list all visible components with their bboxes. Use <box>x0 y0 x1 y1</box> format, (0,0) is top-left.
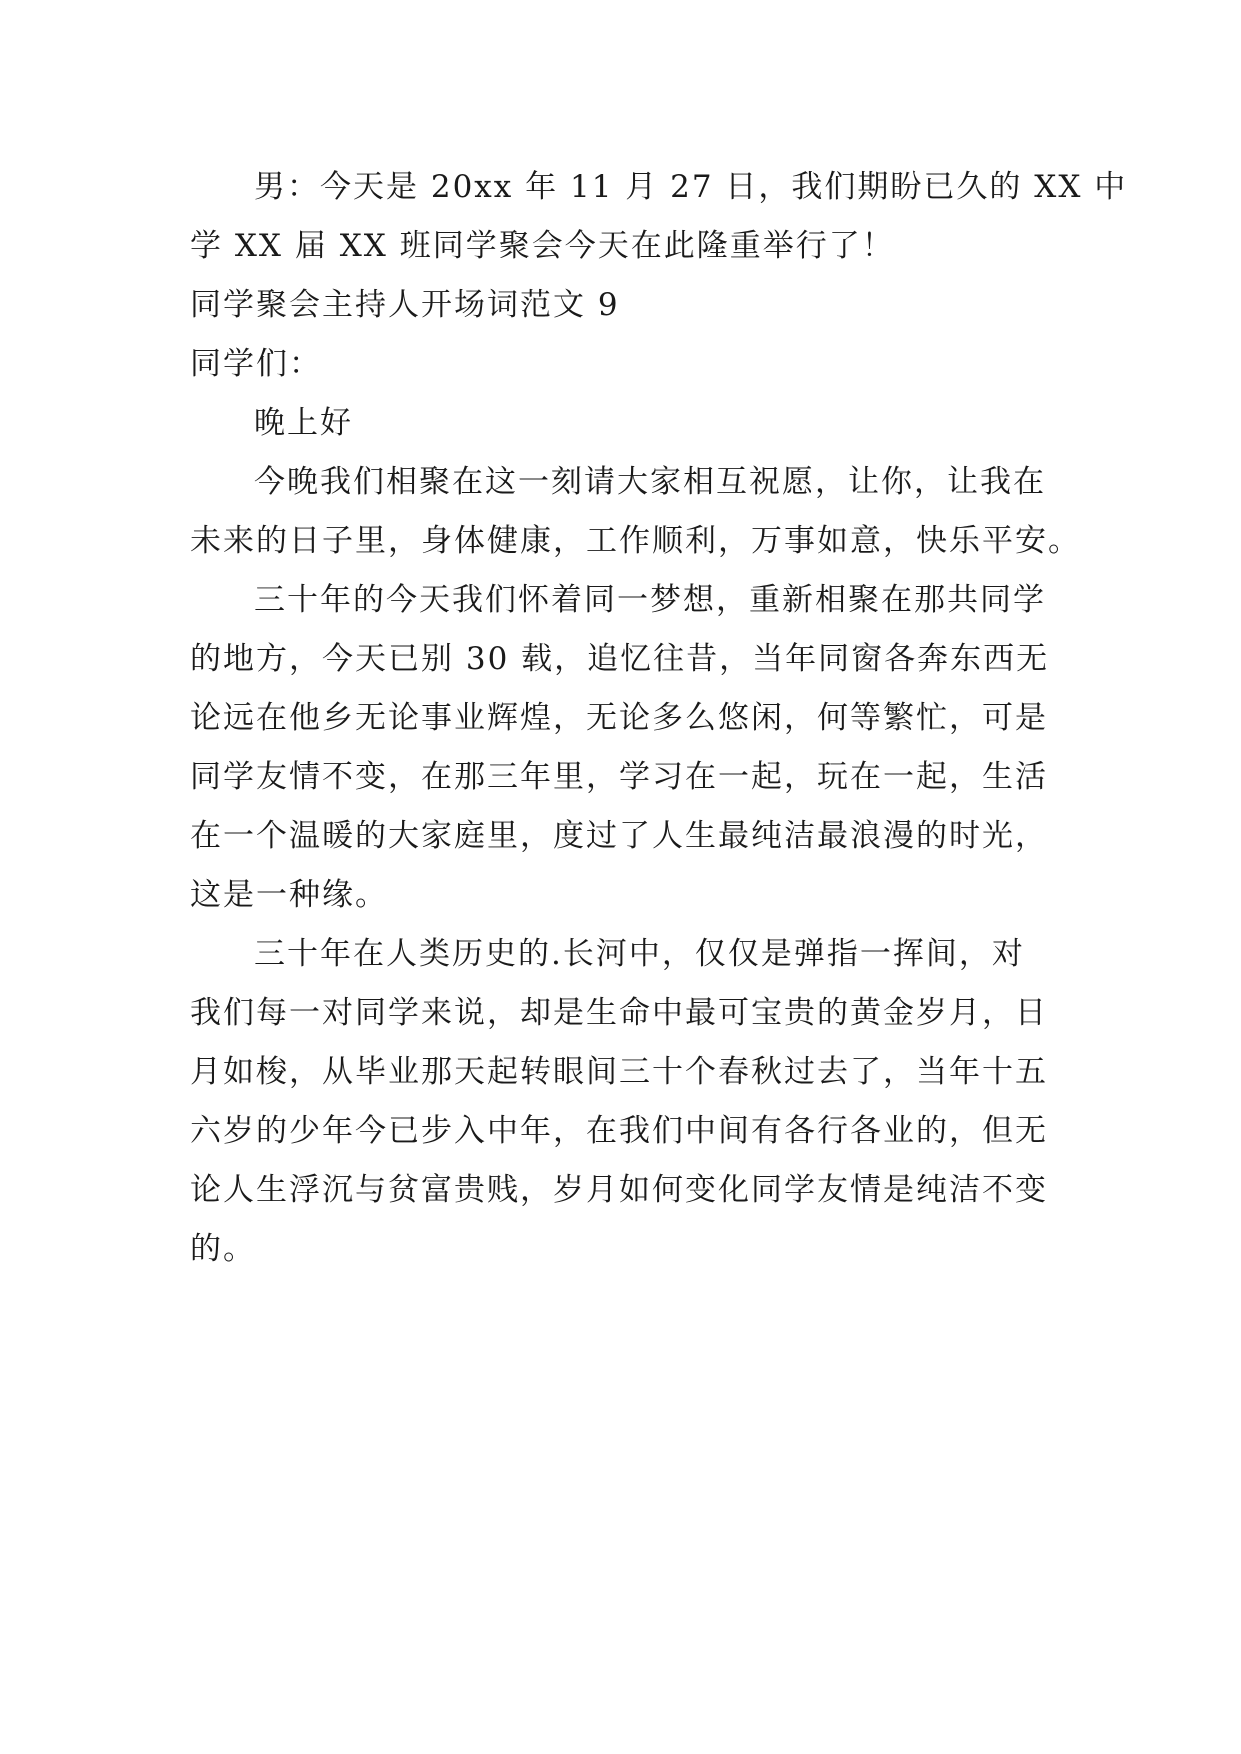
text-line: 三十年在人类历史的.长河中，仅仅是弹指一挥间，对 <box>254 936 1025 972</box>
text-line: 六岁的少年今已步入中年，在我们中间有各行各业的，但无 <box>190 1113 1048 1149</box>
salutation: 同学们： <box>190 346 322 382</box>
document-body <box>190 158 1128 1279</box>
text-line: 论人生浮沉与贫富贵贱，岁月如何变化同学友情是纯洁不变 <box>190 1172 1048 1208</box>
text-line: 在一个温暖的大家庭里，度过了人生最纯洁最浪漫的时光， <box>190 818 1048 854</box>
text-line: 三十年的今天我们怀着同一梦想，重新相聚在那共同学 <box>254 582 1046 618</box>
text-line: 这是一种缘。 <box>190 877 388 913</box>
text-line: 同学友情不变，在那三年里，学习在一起，玩在一起，生活 <box>190 759 1048 795</box>
section-title: 同学聚会主持人开场词范文 9 <box>190 287 620 323</box>
greeting: 晚上好 <box>254 405 353 441</box>
text-line: 未来的日子里，身体健康，工作顺利，万事如意，快乐平安。 <box>190 523 1081 559</box>
text-line: 学 XX 届 XX 班同学聚会今天在此隆重举行了！ <box>190 228 895 264</box>
text-line: 我们每一对同学来说，却是生命中最可宝贵的黄金岁月，日 <box>190 995 1048 1031</box>
text-line: 男：今天是 20xx 年 11 月 27 日，我们期盼已久的 XX 中 <box>254 169 1128 205</box>
text-line: 的地方，今天已别 30 载，追忆往昔，当年同窗各奔东西无 <box>190 641 1050 677</box>
text-line: 的。 <box>190 1231 256 1267</box>
text-line: 论远在他乡无论事业辉煌，无论多么悠闲，何等繁忙，可是 <box>190 700 1048 736</box>
text-line: 今晚我们相聚在这一刻请大家相互祝愿，让你，让我在 <box>254 464 1046 500</box>
text-line: 月如梭，从毕业那天起转眼间三十个春秋过去了，当年十五 <box>190 1054 1048 1090</box>
